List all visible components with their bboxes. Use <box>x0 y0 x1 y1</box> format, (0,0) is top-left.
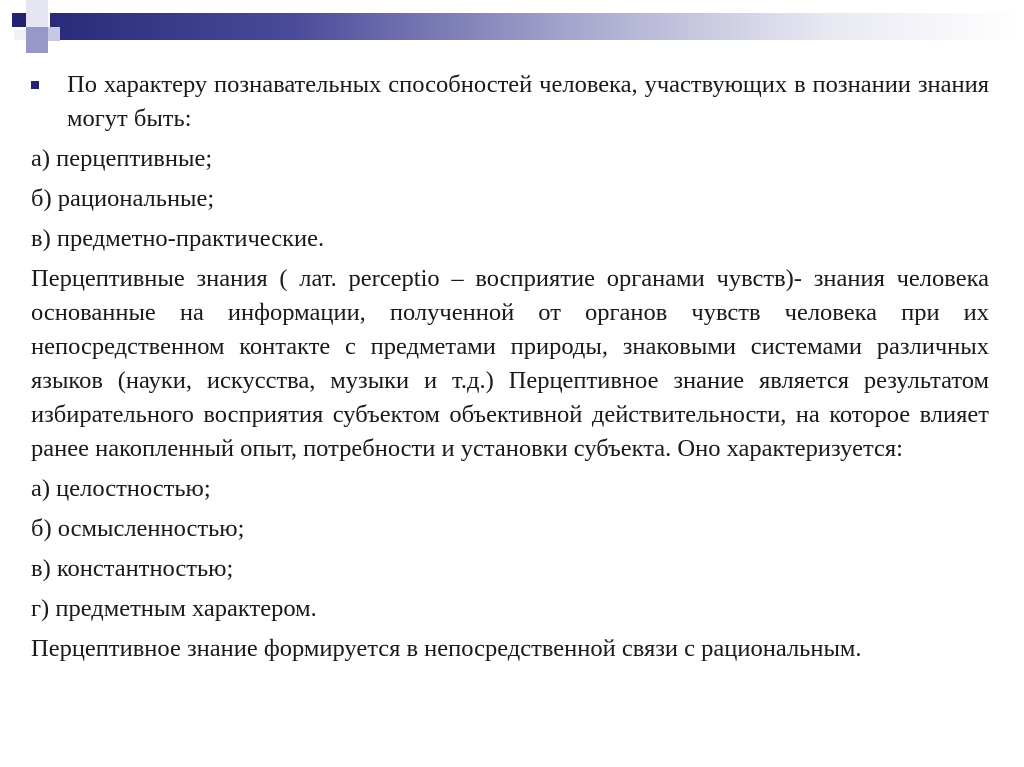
list-item: в) константностью; <box>31 555 234 582</box>
header-gradient-bar <box>50 13 1018 40</box>
bullet-item <box>31 68 989 136</box>
slide-content <box>31 68 989 672</box>
list-item: б) рациональные; <box>31 185 215 212</box>
list-item: а) перцептивные; <box>31 145 213 172</box>
paragraph: Перцептивные знания ( лат. perceptio – восприятие органами чувств)- знания человека основанные на информации, полученной от органов чувств человека при их непосредственном контакте с предметами природы, знаковыми системами различных языков (науки, искусства, музыки и т.д.) Перцептивное знание является результатом избирательного восприятия субъектом объективной действительности, на которое влияет ранее накопленный опыт, потребности и установки субъекта. Оно характеризуется: <box>31 265 989 462</box>
decorative-square <box>26 27 48 53</box>
bullet-text: По характеру познавательных способностей человека, участвующих в познании знания могут быть: <box>67 71 989 132</box>
paragraph: Перцептивное знание формируется в непосредственной связи с рациональным. <box>31 635 862 662</box>
decorative-square <box>14 30 26 40</box>
decorative-square <box>48 27 60 41</box>
list-item: г) предметным характером. <box>31 595 317 622</box>
decorative-square <box>26 0 48 27</box>
list-item: в) предметно-практические. <box>31 225 325 252</box>
square-bullet-icon <box>31 81 39 89</box>
list-item: б) осмысленностью; <box>31 515 245 542</box>
list-item: а) целостностью; <box>31 475 211 502</box>
decorative-square <box>12 13 26 27</box>
